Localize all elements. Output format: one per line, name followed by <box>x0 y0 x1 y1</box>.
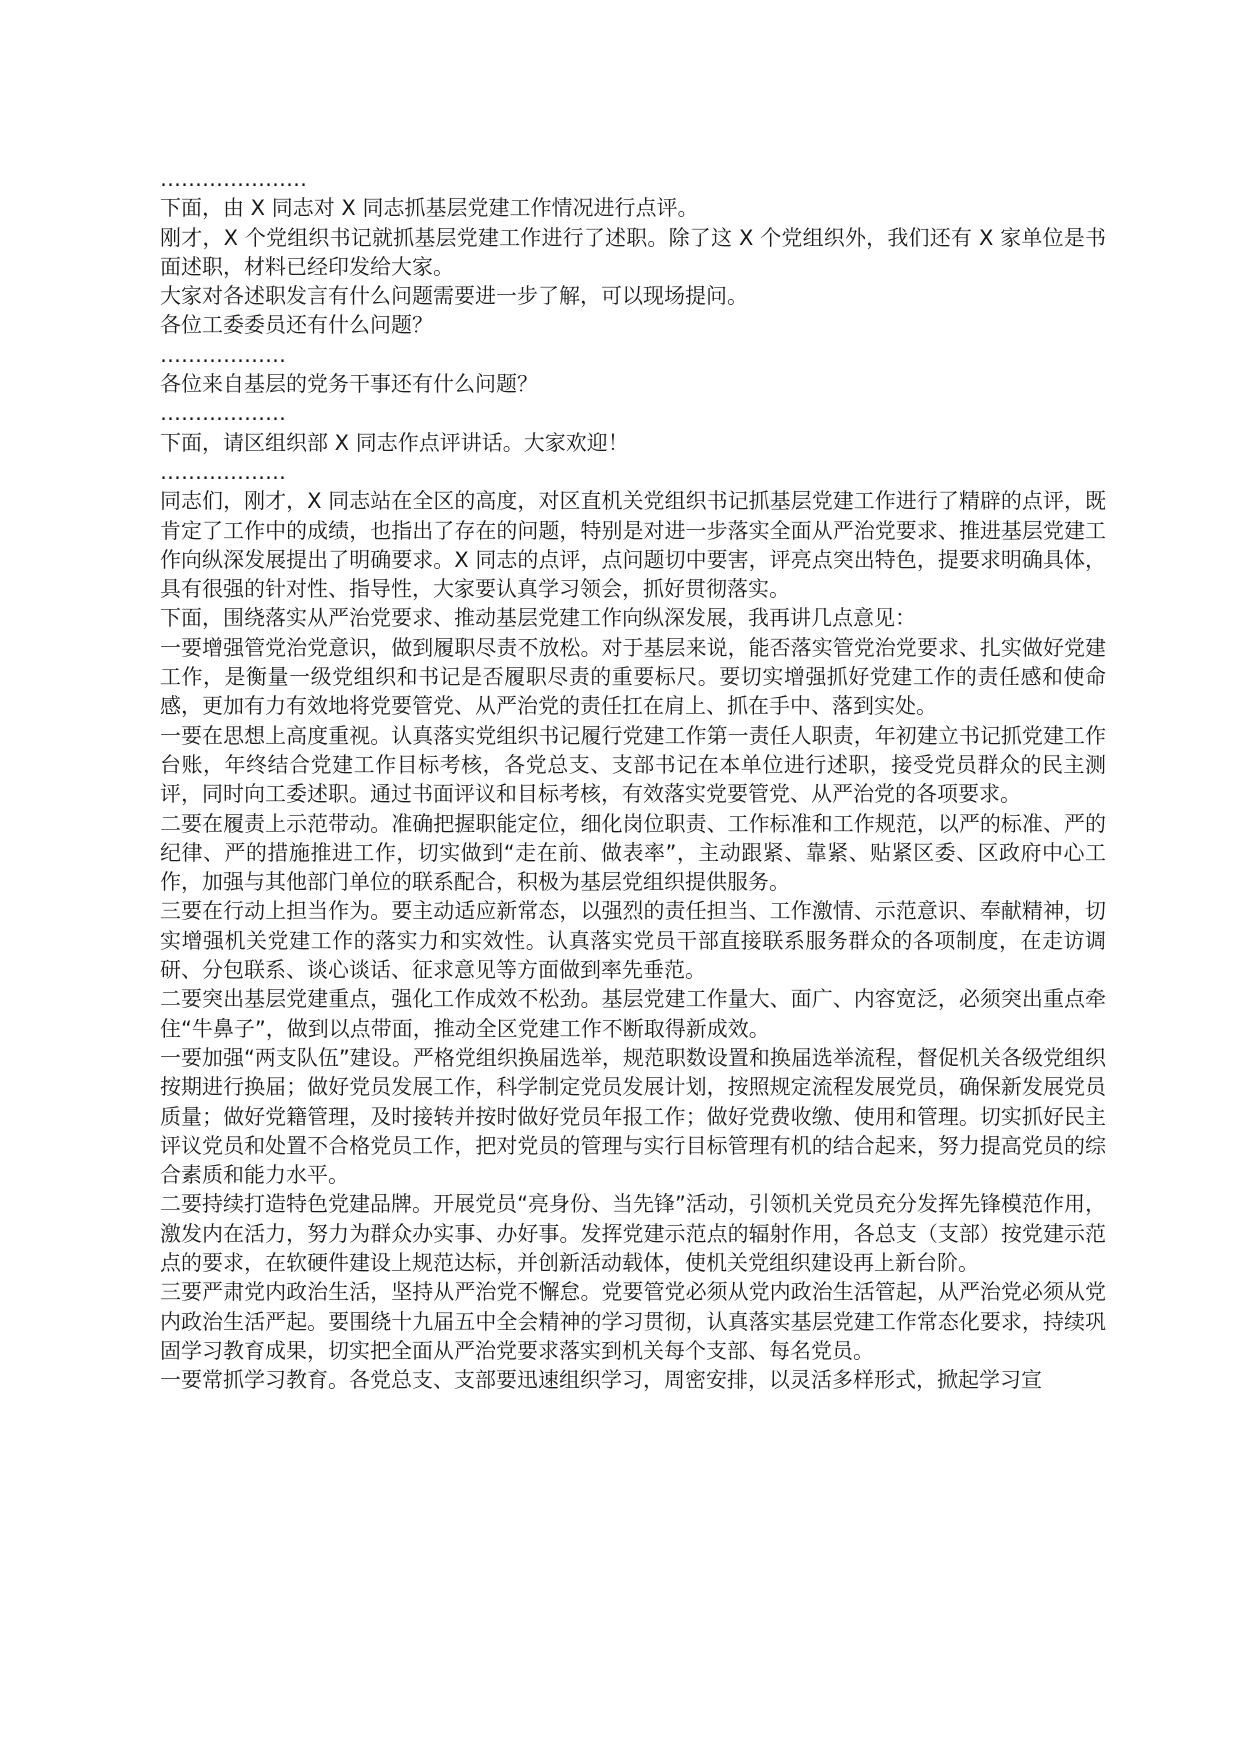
document-body <box>160 165 1106 1395</box>
paragraph-review-comment: 同志们，刚才，X 同志站在全区的高度，对区直机关党组织书记抓基层党建工作进行了精辟的点评，既肯定了工作中的成绩，也指出了存在的问题，特别是对进一步落实全面从严治党要求、推进基层党建工作向纵深发展提出了明确要求。X 同志的点评，点问题切中要害，评亮点突出特色，提要求明确具体，具有很强的针对性、指导性，大家要认真学习领会，抓好贯彻落实。 <box>160 489 1106 602</box>
paragraph-ellipsis: ……………… <box>160 342 286 367</box>
paragraph-invite-speech: 下面，请区组织部 X 同志作点评讲话。大家欢迎！ <box>160 430 629 455</box>
paragraph-report-summary: 刚才，X 个党组织书记就抓基层党建工作进行了述职。除了这 X 个党组织外，我们还有 X 家单位是书面述职，材料已经印发给大家。 <box>160 225 1106 279</box>
paragraph-ellipsis: ……………… <box>160 401 286 426</box>
paragraph-point-one-sub-three: 三要在行动上担当作为。要主动适应新常态，以强烈的责任担当、工作激情、示范意识、奉献精神，切实增强机关党建工作的落实力和实效性。认真落实党员干部直接联系服务群众的各项制度，在走访调研、分包联系、谈心谈话、征求意见等方面做到率先垂范。 <box>160 899 1106 983</box>
paragraph-point-three-sub-one: 一要常抓学习教育。各党总支、支部要迅速组织学习，周密安排，以灵活多样形式，掀起学习宣 <box>160 1368 1042 1393</box>
paragraph-grassroots-questions: 各位来自基层的党务干事还有什么问题？ <box>160 372 538 397</box>
paragraph-ellipsis: ……………… <box>160 459 286 484</box>
paragraph-committee-questions: 各位工委委员还有什么问题？ <box>160 313 433 338</box>
paragraph-point-three: 三要严肃党内政治生活，坚持从严治党不懈怠。党要管党必须从党内政治生活管起，从严治党必须从党内政治生活严起。要围绕十九届五中全会精神的学习贯彻，认真落实基层党建工作常态化要求，持续巩固学习教育成果，切实把全面从严治党要求落实到机关每个支部、每名党员。 <box>160 1280 1106 1363</box>
paragraph-point-one-sub-two: 二要在履责上示范带动。准确把握职能定位，细化岗位职责、工作标准和工作规范，以严的标准、严的纪律、严的措施推进工作，切实做到“走在前、做表率”，主动跟紧、靠紧、贴紧区委、区政府中心工作，加强与其他部门单位的联系配合，积极为基层党组织提供服务。 <box>160 811 1106 895</box>
paragraph-opinions-intro: 下面，围绕落实从严治党要求、推动基层党建工作向纵深发展，我再讲几点意见： <box>160 606 916 631</box>
paragraph-host-intro: 下面，由 X 同志对 X 同志抓基层党建工作情况进行点评。 <box>160 196 699 221</box>
paragraph-ellipsis: ………………… <box>160 167 307 191</box>
paragraph-invite-questions: 大家对各述职发言有什么问题需要进一步了解，可以现场提问。 <box>160 284 748 309</box>
paragraph-point-one-sub-one: 一要在思想上高度重视。认真落实党组织书记履行党建工作第一责任人职责，年初建立书记抓党建工作台账，年终结合党建工作目标考核，各党总支、支部书记在本单位进行述职，接受党员群众的民主测评，同时向工委述职。通过书面评议和目标考核，有效落实党要管党、从严治党的各项要求。 <box>160 723 1106 807</box>
paragraph-point-two-sub-two: 二要持续打造特色党建品牌。开展党员“亮身份、当先锋”活动，引领机关党员充分发挥先锋模范作用，激发内在活力，努力为群众办实事、办好事。发挥党建示范点的辐射作用，各总支（支部）按党建示范点的要求，在软硬件建设上规范达标，并创新活动载体，使机关党组织建设再上新台阶。 <box>160 1192 1106 1275</box>
paragraph-point-two-sub-one: 一要加强“两支队伍”建设。严格党组织换届选举，规范职数设置和换届选举流程，督促机关各级党组织按期进行换届；做好党员发展工作，科学制定党员发展计划，按照规定流程发展党员，确保新发展党员质量；做好党籍管理，及时接转并按时做好党员年报工作；做好党费收缴、使用和管理。切实抓好民主评议党员和处置不合格党员工作，把对党员的管理与实行目标管理有机的结合起来，努力提高党员的综合素质和能力水平。 <box>160 1045 1106 1188</box>
paragraph-point-two: 二要突出基层党建重点，强化工作成效不松劲。基层党建工作量大、面广、内容宽泛，必须突出重点牵住“牛鼻子”，做到以点带面，推动全区党建工作不断取得新成效。 <box>160 987 1106 1041</box>
paragraph-point-one: 一要增强管党治党意识，做到履职尽责不放松。对于基层来说，能否落实管党治党要求、扎实做好党建工作，是衡量一级党组织和书记是否履职尽责的重要标尺。要切实增强抓好党建工作的责任感和使命感，更加有力有效地将党要管党、从严治党的责任扛在肩上、抓在手中、落到实处。 <box>160 635 1106 719</box>
